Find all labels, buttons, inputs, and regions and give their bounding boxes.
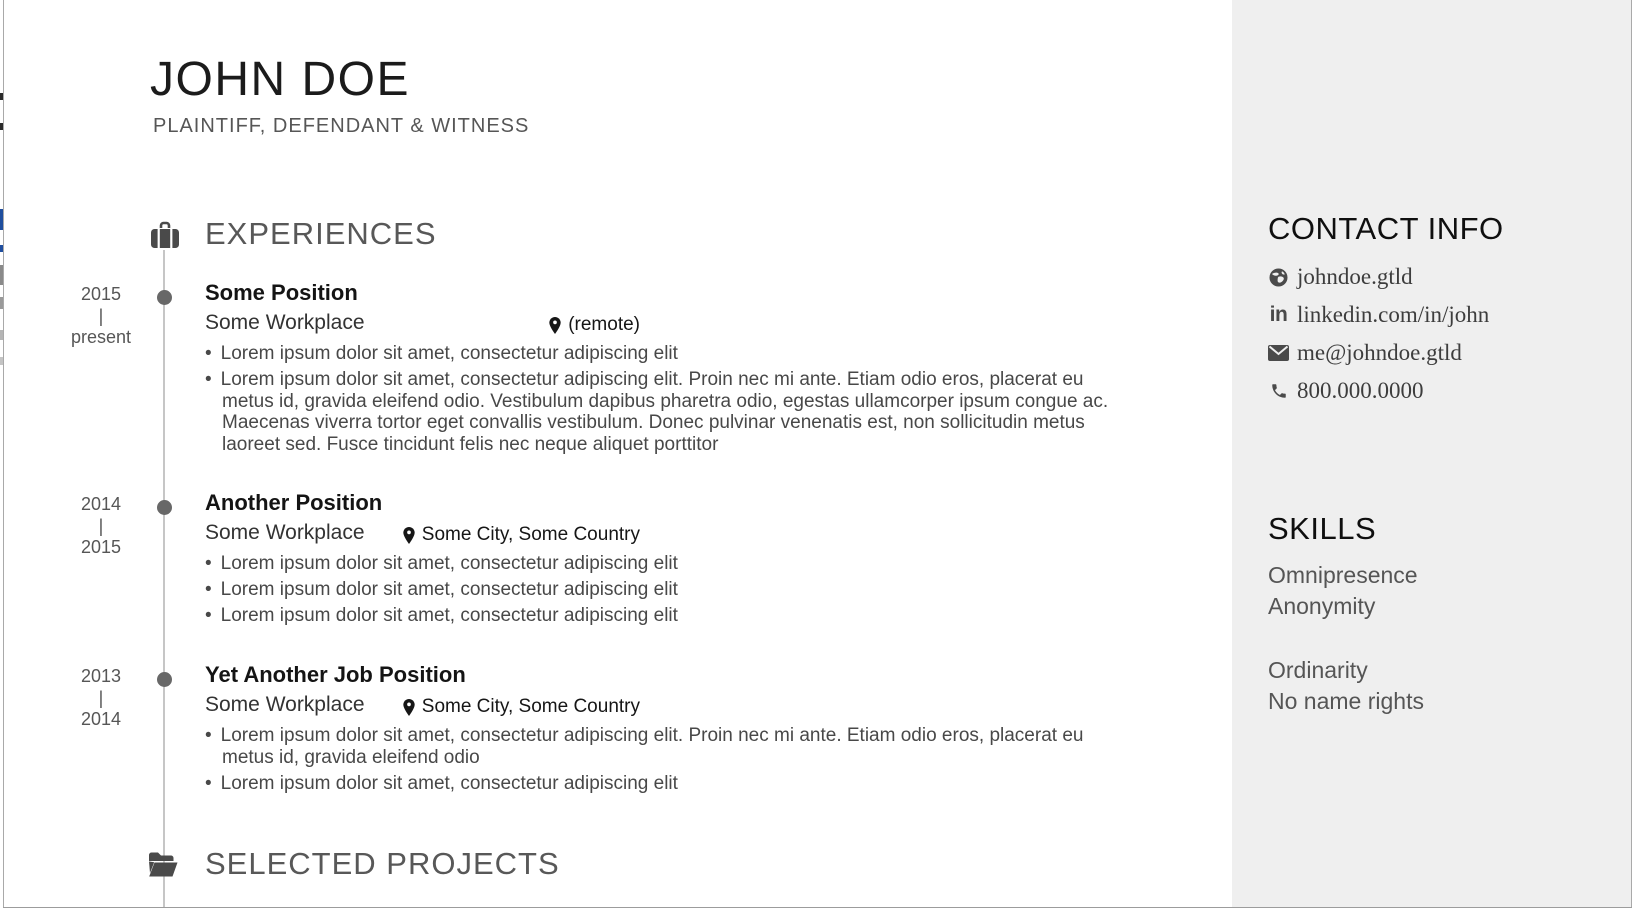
contact-row-linkedin[interactable] (1268, 296, 1489, 334)
sidebar (1232, 0, 1631, 907)
briefcase-icon (149, 221, 181, 249)
timeline-dot (157, 290, 172, 305)
job-subtitle: PLAINTIFF, DEFENDANT & WITNESS (153, 115, 530, 137)
date-separator: | (98, 687, 104, 708)
map-pin-icon (403, 527, 415, 544)
edge-fragment (0, 209, 3, 230)
edge-fragment (0, 245, 3, 252)
job-title: Yet Another Job Position (205, 662, 466, 687)
contact-row-website[interactable] (1268, 258, 1489, 296)
contact-row-phone[interactable] (1268, 372, 1489, 410)
job-location: Some City, Some Country (403, 696, 640, 718)
job-bullet: • Lorem ipsum dolor sit amet, consectetur adipiscing elit. Proin nec mi ante. Etiam odio eros, placerat eu metus id, gravida eleifend odio. Vestibulum dapibus pharetra odio, egestas ullamcorper ipsum congue ac. Maecenas viverra tortor eget convallis vestibulum. Donec pulvinar venenatis est, non sollicitudin metus laoreet sed. Fusce tincidunt felis nec neque aliquet porttitor (205, 369, 1117, 455)
contact-email[interactable]: me@johndoe.gtld (1297, 340, 1462, 365)
window-left-border (3, 0, 4, 908)
job-bullet: • Lorem ipsum dolor sit amet, consectetur adipiscing elit. Proin nec mi ante. Etiam odio eros, placerat eu metus id, gravida eleifend odio (205, 725, 1117, 768)
globe-icon (1268, 268, 1289, 287)
skill-item: Anonymity (1268, 593, 1376, 619)
window-right-border (1631, 0, 1632, 908)
job-bullet: • Lorem ipsum dolor sit amet, consectetur adipiscing elit (205, 579, 1117, 601)
job-dates: 2015 | present (40, 284, 162, 349)
window-bottom-border (3, 907, 1632, 908)
job-dates: 2013 | 2014 (40, 666, 162, 731)
job-bullet: • Lorem ipsum dolor sit amet, consectetur adipiscing elit (205, 773, 1117, 795)
contact-linkedin[interactable]: linkedin.com/in/john (1297, 302, 1490, 327)
job-workplace: Some Workplace (205, 693, 365, 716)
section-title-experiences: EXPERIENCES (205, 216, 437, 251)
page-title: JOHN DOE (150, 53, 411, 106)
job-workplace: Some Workplace (205, 521, 365, 544)
contact-phone[interactable]: 800.000.0000 (1297, 378, 1424, 403)
section-title-projects: SELECTED PROJECTS (205, 846, 560, 881)
job-bullet-list (205, 343, 1117, 455)
job-workplace: Some Workplace (205, 311, 365, 334)
job-title: Another Position (205, 490, 383, 515)
job-bullet: • Lorem ipsum dolor sit amet, consectetur adipiscing elit (205, 605, 1117, 627)
skills-list (1268, 560, 1424, 717)
timeline-line (163, 250, 165, 907)
timeline-dot (157, 672, 172, 687)
map-pin-icon (549, 317, 561, 334)
contact-row-email[interactable] (1268, 334, 1489, 372)
skill-item: Ordinarity (1268, 657, 1368, 683)
edge-fragment (0, 357, 3, 365)
job-bullet: • Lorem ipsum dolor sit amet, consectetur adipiscing elit (205, 553, 1117, 575)
edge-fragment (0, 93, 3, 100)
folder-open-icon (148, 852, 178, 877)
job-bullet: • Lorem ipsum dolor sit amet, consectetur adipiscing elit (205, 343, 1117, 365)
job-dates: 2014 | 2015 (40, 494, 162, 559)
edge-fragment (0, 265, 3, 285)
date-separator: | (98, 305, 104, 326)
envelope-icon (1268, 345, 1289, 361)
skill-item: No name rights (1268, 688, 1424, 714)
map-pin-icon (403, 699, 415, 716)
linkedin-icon: in (1269, 303, 1288, 326)
date-separator: | (98, 515, 104, 536)
skills-title: SKILLS (1268, 511, 1377, 546)
job-location: (remote) (549, 314, 640, 336)
edge-fragment (0, 297, 3, 309)
timeline-dot (157, 500, 172, 515)
contact-website[interactable]: johndoe.gtld (1297, 264, 1413, 289)
job-bullet-list (205, 725, 1117, 794)
skill-item: Omnipresence (1268, 562, 1418, 588)
edge-fragment (0, 123, 3, 130)
job-location: Some City, Some Country (403, 524, 640, 546)
job-bullet-list (205, 553, 1117, 627)
edge-fragment (0, 330, 3, 340)
contact-list (1268, 258, 1489, 410)
job-title: Some Position (205, 280, 358, 305)
contact-info-title: CONTACT INFO (1268, 211, 1504, 246)
phone-icon (1268, 382, 1289, 400)
